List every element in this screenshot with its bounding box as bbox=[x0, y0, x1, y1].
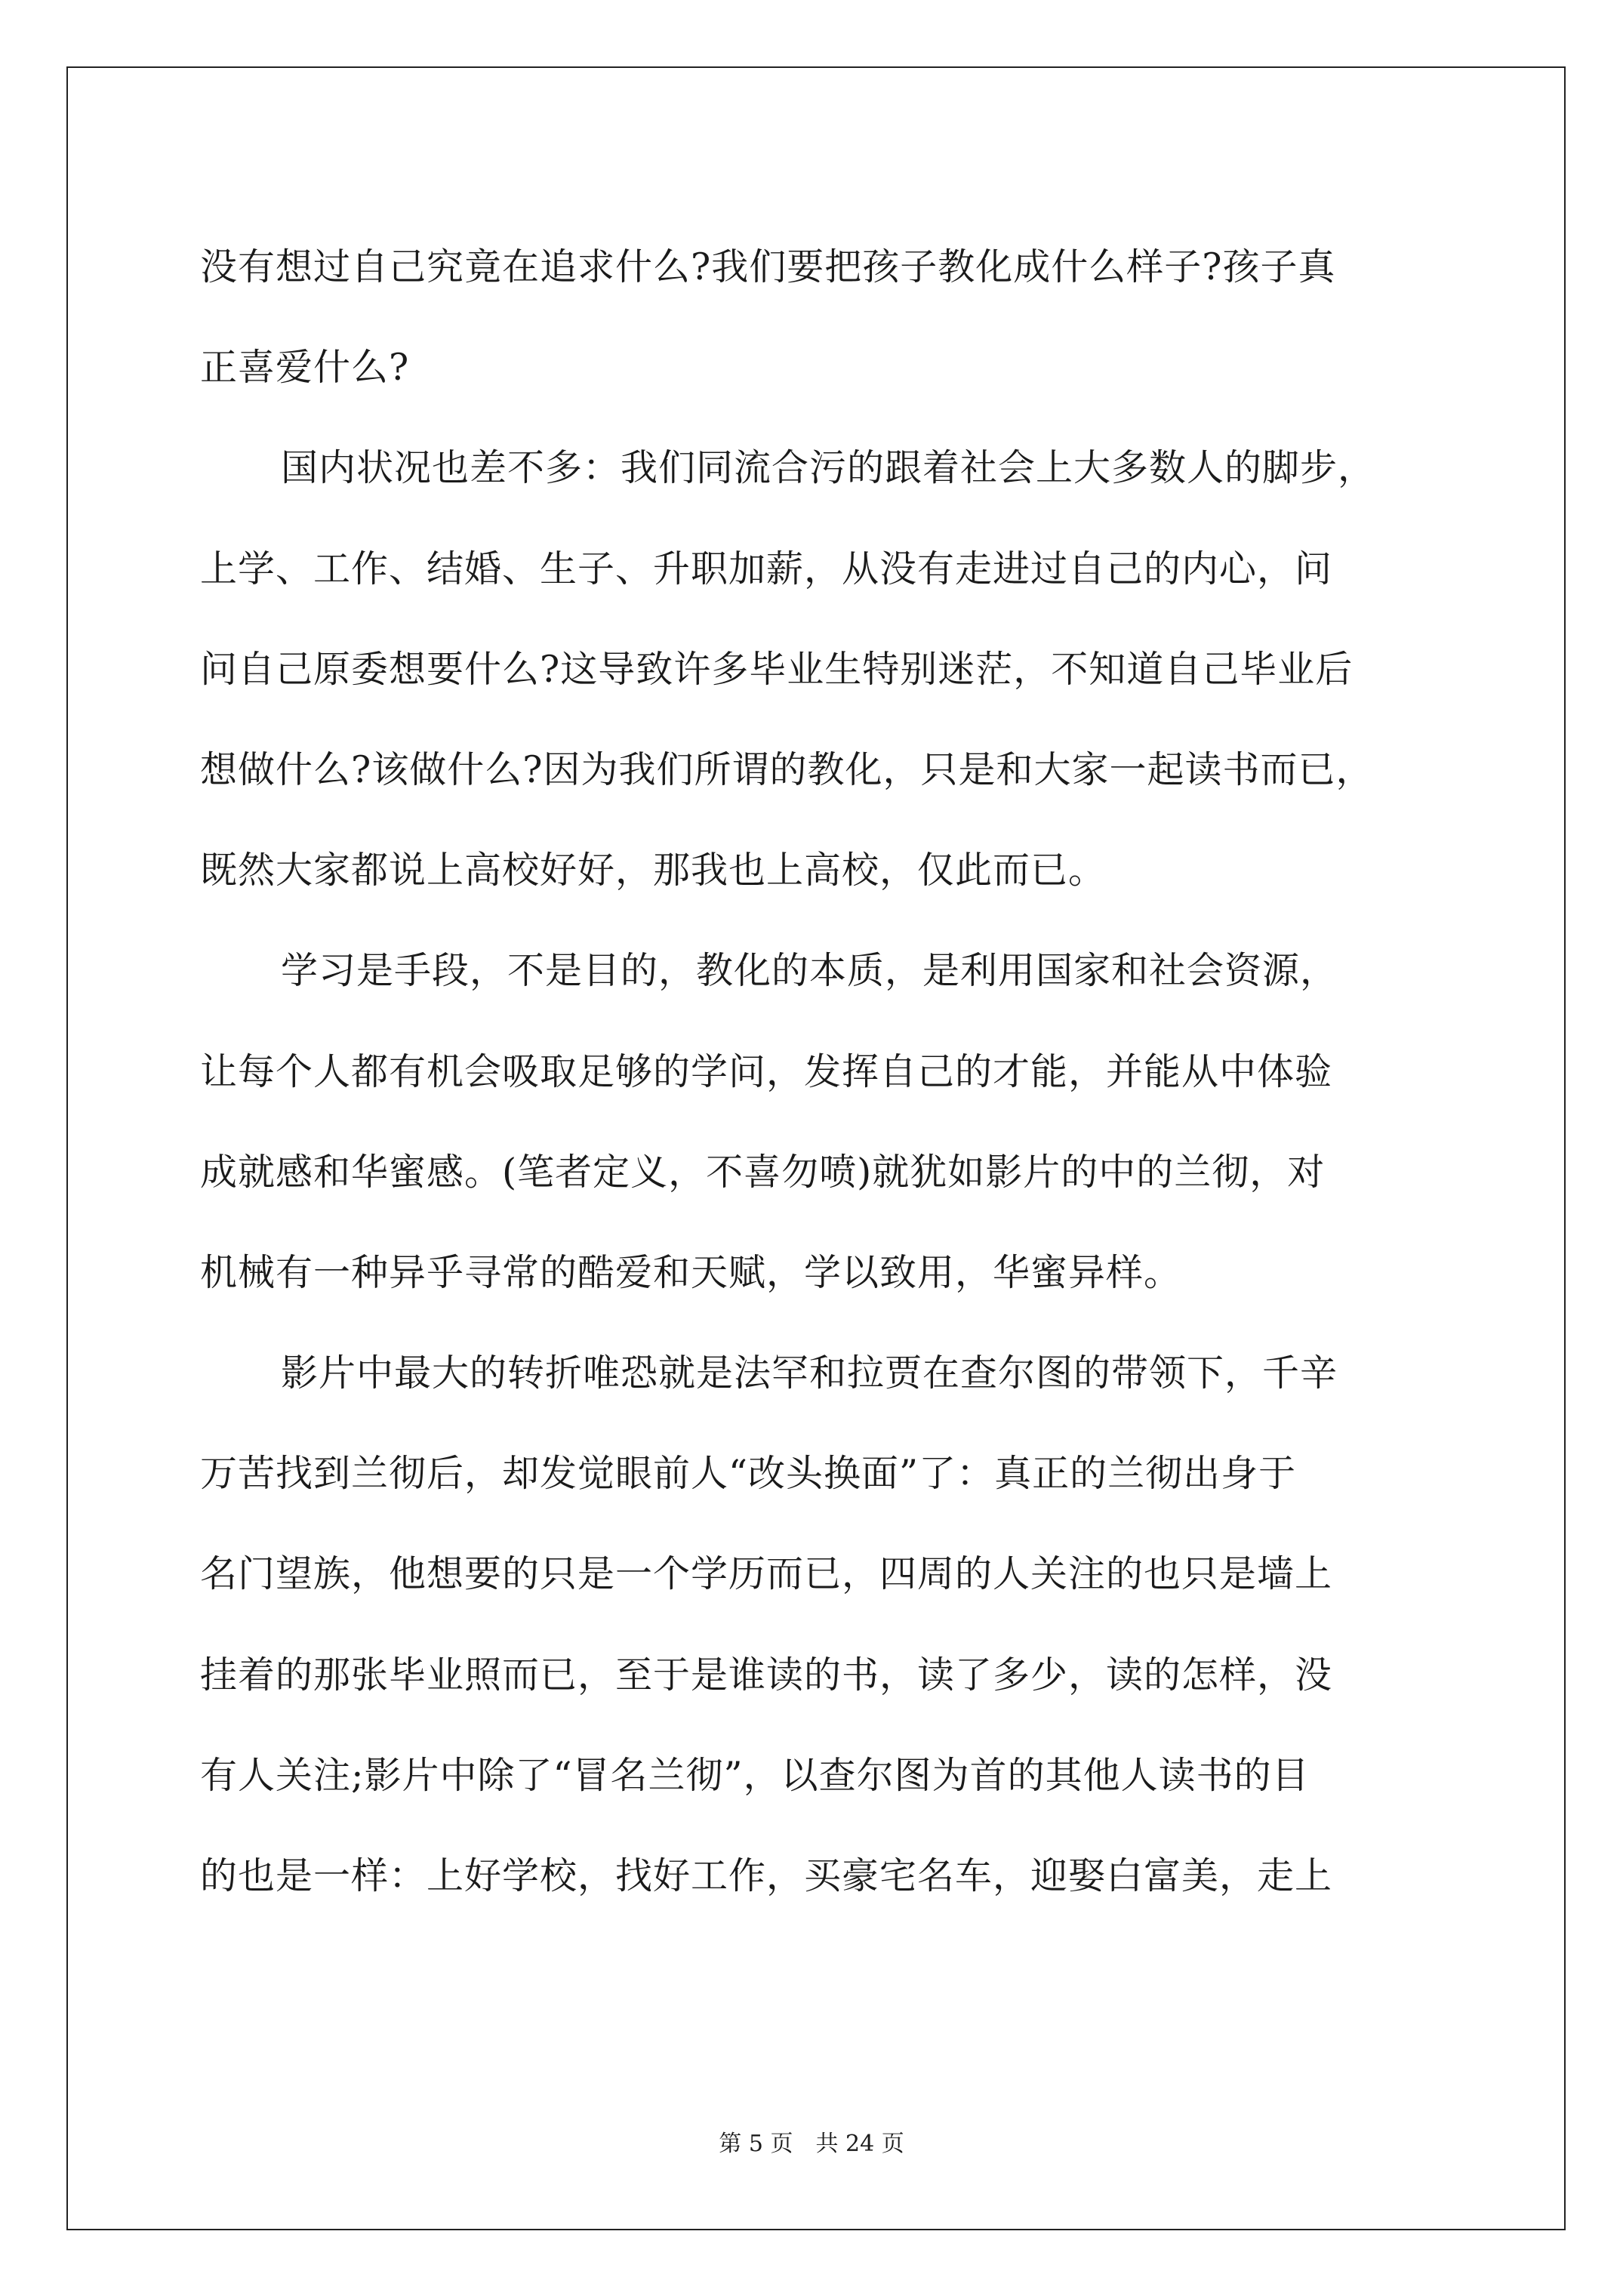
paragraph-start-line: 影片中最大的转折唯恐就是法罕和拉贾在查尔图的带领下，千辛 bbox=[281, 1351, 1338, 1395]
paragraph-start-line: 学习是手段，不是目的，教化的本质，是利用国家和社会资源， bbox=[281, 949, 1338, 993]
text-line: 挂着的那张毕业照而已，至于是谁读的书，读了多少，读的怎样，没 bbox=[200, 1653, 1333, 1697]
text-line: 问自己原委想要什么?这导致许多毕业生特别迷茫，不知道自己毕业后 bbox=[200, 647, 1354, 691]
text-line: 有人关注;影片中除了“冒名兰彻”，以查尔图为首的其他人读书的目 bbox=[200, 1753, 1310, 1797]
text-line: 想做什么?该做什么?因为我们所谓的教化，只是和大家一起读书而已， bbox=[200, 747, 1374, 791]
text-line: 没有想过自己究竟在追求什么?我们要把孩子教化成什么样子?孩子真 bbox=[200, 245, 1336, 288]
document-body bbox=[200, 217, 1438, 1926]
text-line: 机械有一种异乎寻常的酷爱和天赋，学以致用，华蜜异样。 bbox=[200, 1250, 1182, 1294]
text-line: 成就感和华蜜感。(笔者定义，不喜勿喷)就犹如影片的中的兰彻，对 bbox=[200, 1150, 1326, 1194]
text-line: 上学、工作、结婚、生子、升职加薪，从没有走进过自己的内心，问 bbox=[200, 547, 1333, 590]
text-line: 既然大家都说上高校好好，那我也上高校，仅此而已。 bbox=[200, 849, 1107, 892]
text-line: 正喜爱什么? bbox=[200, 346, 410, 390]
text-line: 的也是一样：上好学校，找好工作，买豪宅名车，迎娶白富美，走上 bbox=[200, 1854, 1333, 1897]
paragraph-start-line: 国内状况也差不多：我们同流合污的跟着社会上大多数人的脚步， bbox=[281, 446, 1376, 490]
text-line: 名门望族，他想要的只是一个学历而已，四周的人关注的也只是墙上 bbox=[200, 1552, 1333, 1596]
page-number-footer: 第 5 页 共 24 页 bbox=[719, 2131, 904, 2157]
text-line: 让每个人都有机会吸取足够的学问，发挥自己的才能，并能从中体验 bbox=[200, 1049, 1333, 1093]
text-line: 万苦找到兰彻后，却发觉眼前人“改头换面”了：真正的兰彻出身于 bbox=[200, 1452, 1297, 1496]
